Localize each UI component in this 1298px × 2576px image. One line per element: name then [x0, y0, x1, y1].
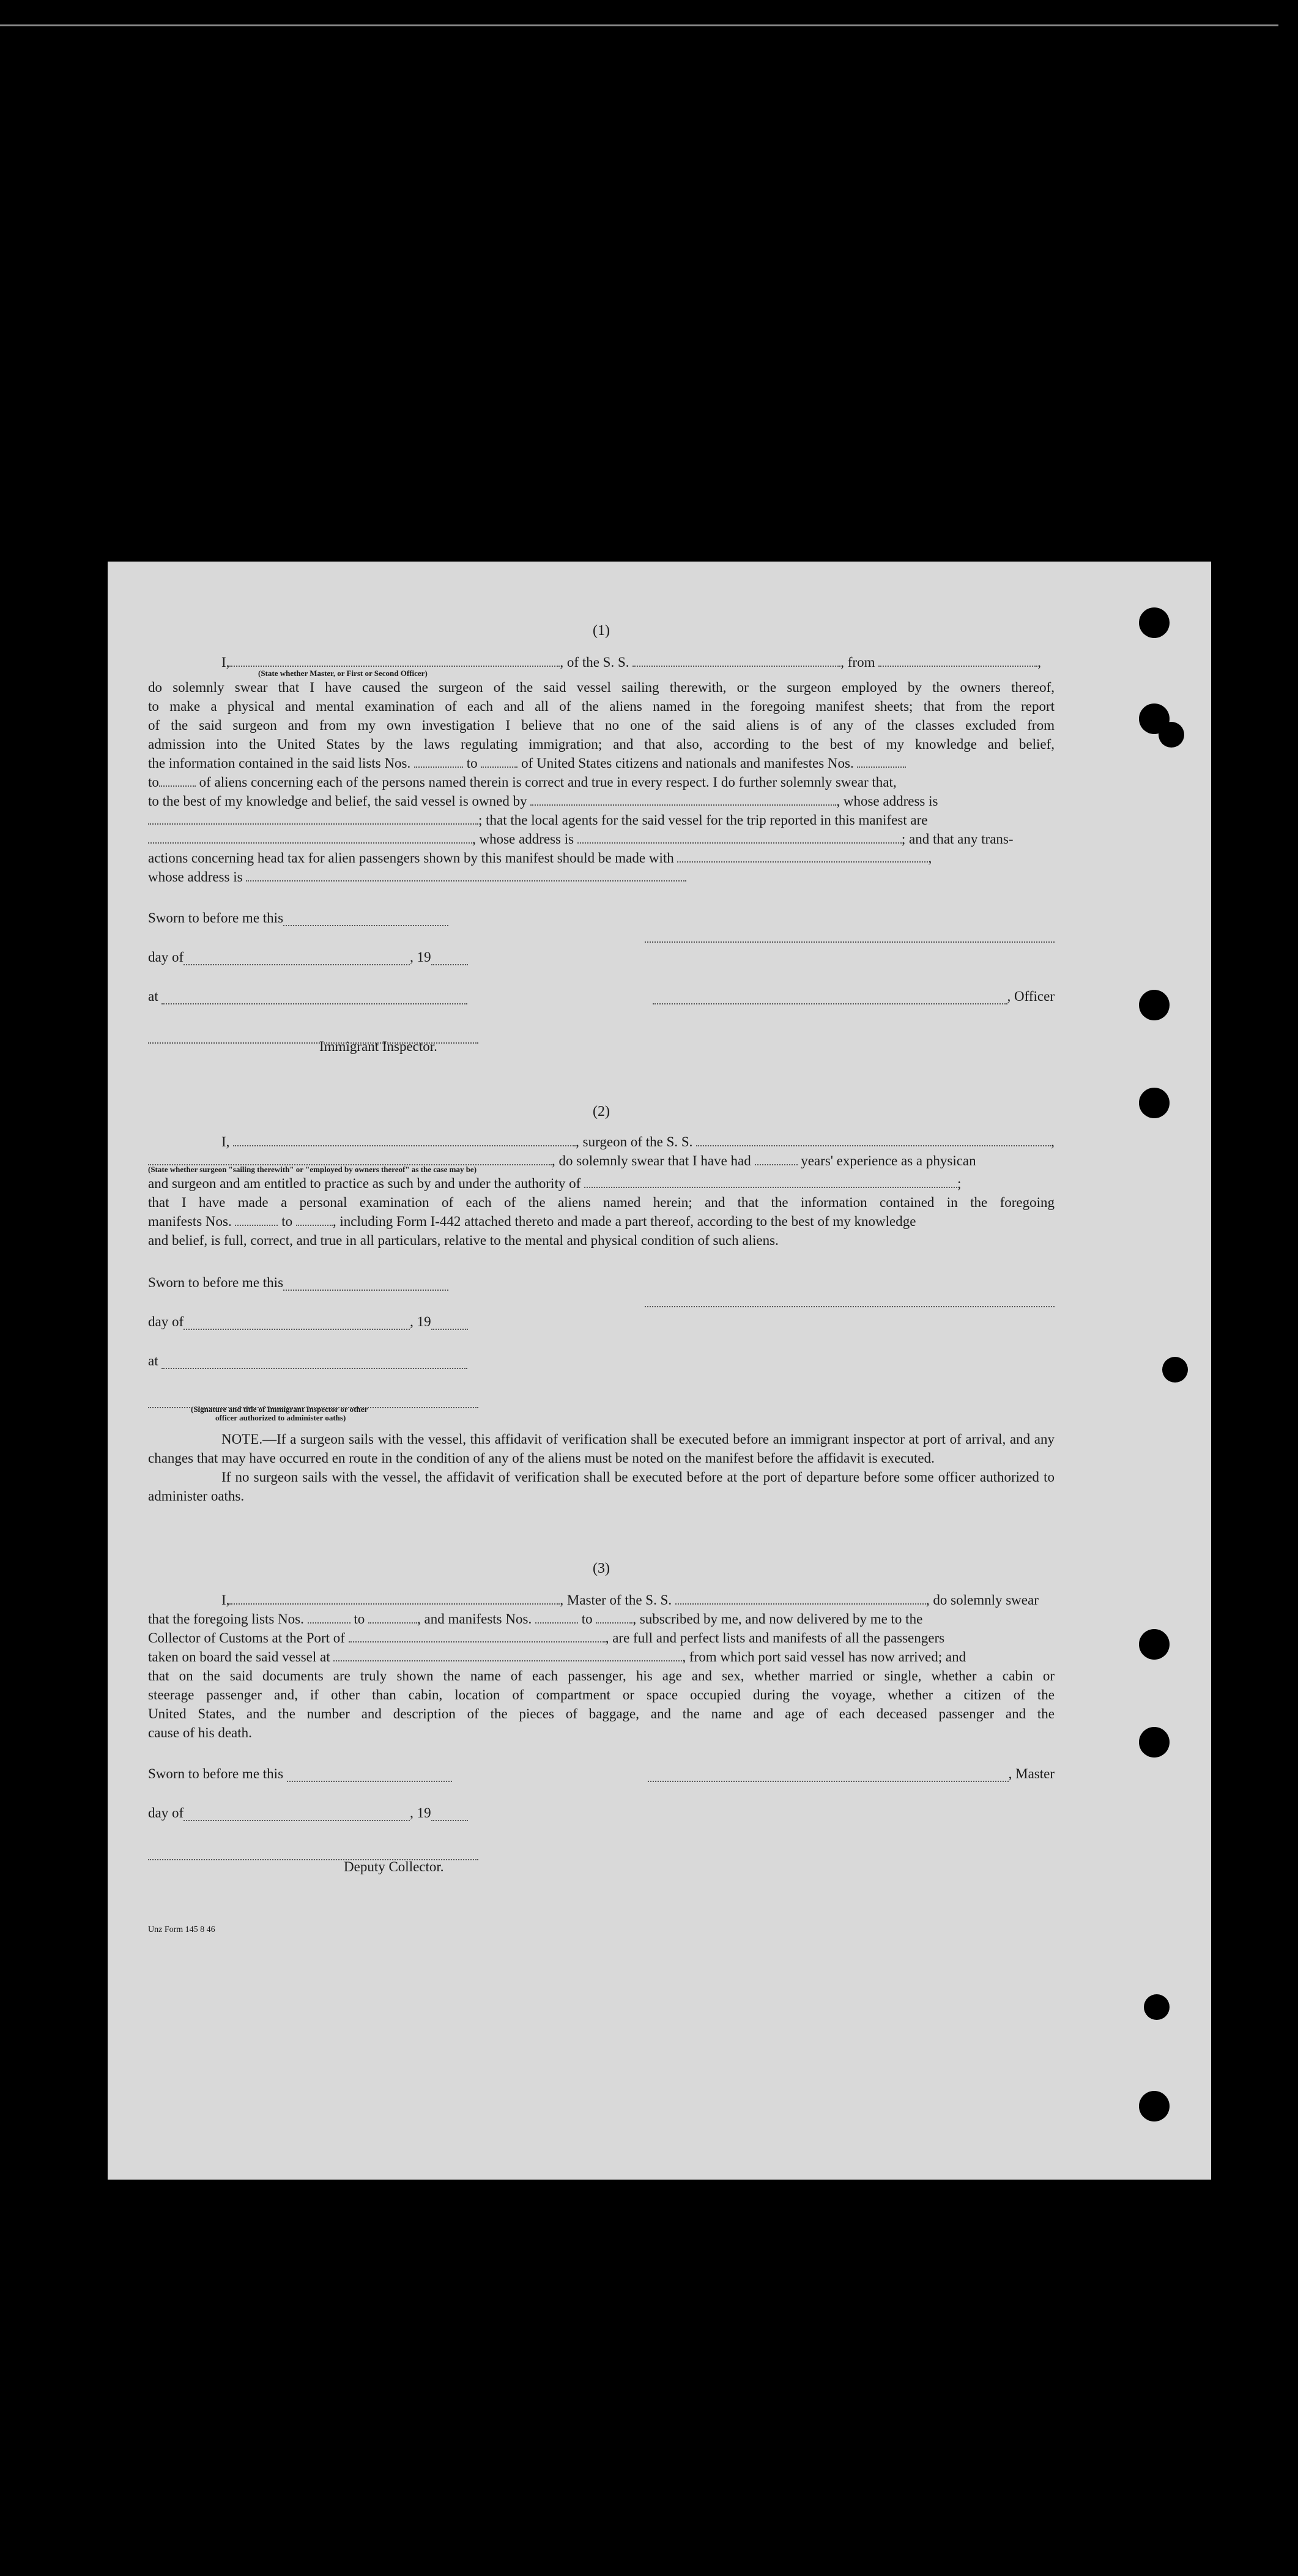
sec3-line-4: taken on board the said vessel at , from which port said vessel has now arrived; and — [148, 1649, 966, 1665]
note-paragraph-1: NOTE.—If a surgeon sails with the vessel, this affidavit of verification shall be executed before an immigrant inspector at port of arrival, and any changes that may have occurred en route in the condition of any of the aliens must be noted on the manifest before the affidavit is executed. — [148, 1431, 1055, 1466]
sec2-day-field[interactable] — [184, 1316, 410, 1330]
sec3-manifests-from-field[interactable] — [535, 1610, 578, 1624]
form-number: Unz Form 145 8 46 — [148, 1925, 215, 1934]
sec3-year-field[interactable] — [431, 1808, 468, 1821]
note-paragraph-2: If no surgeon sails with the vessel, the affidavit of verification shall be executed before at the port of departure before some officer authorized to administer oaths. — [148, 1469, 1055, 1504]
sec3-line-1: I, , Master of the S. S. , do solemnly swear — [221, 1592, 1039, 1608]
manifests-from-field[interactable] — [857, 754, 906, 768]
sec2-line-3: and surgeon and am entitled to practice as such by and under the authority of ; — [148, 1176, 962, 1191]
section-3-number: (3) — [593, 1561, 610, 1576]
collector-port-field[interactable] — [349, 1629, 606, 1642]
sec2-line-2: , do solemnly swear that I have had years' experience as a physican — [148, 1151, 1055, 1170]
binder-hole — [1139, 1088, 1170, 1118]
sec1-line-6: admission into the United States by the laws regulating immigration; and that also, according to the best of my knowledge and belief, — [148, 737, 1055, 752]
sec3-sworn-field[interactable] — [287, 1769, 452, 1782]
sec2-day-row: day of , 19 — [148, 1302, 1055, 1342]
owner-address-field[interactable] — [148, 811, 478, 825]
sec1-line-8: to of aliens concerning each of the persons named therein is correct and true in every respect. I do further solemnly swear that, — [148, 774, 897, 790]
sec3-line-7: United States, and the number and description of the pieces of baggage, and the name and age of each deceased passenger and the — [148, 1706, 1055, 1721]
manifests-to-field[interactable] — [159, 773, 196, 787]
sec2-line-4: that I have made a personal examination of each of the aliens named herein; and that the information contained in the foregoing — [148, 1195, 1055, 1210]
sec3-line-5: that on the said documents are truly shown the name of each passenger, his age and sex, whether married or single, whether a cabin or — [148, 1668, 1055, 1683]
section-2-number: (2) — [593, 1104, 610, 1119]
sec1-line-5: of the said surgeon and from my own investigation I believe that no one of the said aliens is of any of the classes excluded from — [148, 718, 1055, 733]
binder-hole — [1139, 1727, 1170, 1758]
sec2-hint: (State whether surgeon "sailing therewith" or "employed by owners thereof" as the case may be) — [148, 1165, 477, 1174]
boarding-port-field[interactable] — [333, 1648, 682, 1661]
sec3-lists-to-field[interactable] — [368, 1610, 417, 1624]
sec1-line-11: , whose address is ; and that any trans- — [148, 830, 1055, 848]
sec3-vessel-field[interactable] — [675, 1591, 926, 1605]
sec2-manifests-from-field[interactable] — [235, 1212, 278, 1226]
sec1-line-7: the information contained in the said lists Nos. to of United States citizens and nationals and manifestes Nos. — [148, 754, 1055, 773]
lists-from-field[interactable] — [414, 754, 463, 768]
sworn-date-field[interactable] — [283, 913, 448, 926]
head-tax-agent-field[interactable] — [677, 849, 928, 863]
sec3-deputy-sig — [148, 1833, 1055, 1857]
year-field[interactable] — [431, 952, 468, 965]
sec3-lists-from-field[interactable] — [308, 1610, 350, 1624]
authority-field[interactable] — [584, 1175, 957, 1188]
owner-field[interactable] — [530, 792, 836, 806]
sec3-day-row: day of , 19 — [148, 1794, 1055, 1833]
day-of-field[interactable] — [184, 952, 410, 965]
sec1-line-1: I, , of the S. S. , from , — [221, 655, 1041, 670]
agents-field[interactable] — [148, 830, 472, 844]
place-field[interactable] — [161, 991, 467, 1004]
sec2-year-field[interactable] — [431, 1316, 468, 1330]
sec1-line-13: whose address is — [148, 867, 1055, 886]
sec2-place-field[interactable] — [161, 1356, 467, 1369]
officer-signature: , Officer — [653, 977, 1055, 1016]
top-rule — [0, 24, 1278, 26]
officer-signature-line-2[interactable] — [653, 991, 1007, 1004]
vessel-name-field[interactable] — [632, 653, 840, 667]
officer-signature-line-1[interactable] — [645, 929, 1055, 943]
sec2-inspector-signature-line[interactable] — [148, 1395, 478, 1408]
sec2-sig-hint-1: (Signature and title of Immigrant Inspector or other — [191, 1405, 368, 1414]
binder-hole — [1144, 1994, 1170, 2020]
binder-hole — [1139, 2091, 1170, 2121]
deputy-title: Deputy Collector. — [344, 1859, 444, 1874]
surgeon-status-field[interactable] — [148, 1152, 552, 1165]
section-1-number: (1) — [593, 623, 610, 639]
sec3-sworn-row: Sworn to before me this , Master — [148, 1754, 1055, 1794]
sec2-sig-hint-2: officer authorized to administer oaths) — [215, 1413, 346, 1422]
sec2-line-6: and belief, is full, correct, and true in all particulars, relative to the mental and physical condition of such aliens. — [148, 1233, 779, 1248]
lists-to-field[interactable] — [481, 754, 517, 768]
sec3-day-field[interactable] — [184, 1808, 410, 1821]
sec1-day-row: day of , 19 — [148, 938, 1055, 977]
sec1-sworn-row: Sworn to before me this — [148, 899, 1055, 938]
master-signature: , Master — [648, 1754, 1055, 1794]
binder-hole — [1139, 1629, 1170, 1660]
sec2-line-5: manifests Nos. to , including Form I-442 attached thereto and made a part thereof, according to the best of my knowledge — [148, 1214, 916, 1229]
surgeon-vessel-field[interactable] — [696, 1133, 1051, 1146]
sec1-line-4: to make a physical and mental examination of each and all of the aliens named in the foregoing manifest sheets; that from the report — [148, 699, 1055, 714]
master-name-field[interactable] — [229, 1591, 560, 1605]
inspector-title: Immigrant Inspector. — [319, 1039, 437, 1054]
master-signature-line[interactable] — [648, 1769, 1009, 1782]
sec2-inspector-sig — [148, 1381, 1055, 1405]
sec3-line-6: steerage passenger and, if other than cabin, location of compartment or space occupied during the voyage, whether a citizen of the — [148, 1687, 1055, 1702]
binder-hole — [1162, 1357, 1188, 1383]
head-tax-address-field[interactable] — [246, 868, 686, 882]
sec2-at-row: at — [148, 1342, 1055, 1381]
sec1-inspector-sig — [148, 1016, 1055, 1037]
agents-address-field[interactable] — [577, 830, 902, 844]
years-experience-field[interactable] — [755, 1152, 798, 1165]
sec2-line-1: I, , surgeon of the S. S. , — [221, 1134, 1055, 1149]
form-sheet — [108, 562, 1211, 2180]
departure-port-field[interactable] — [878, 653, 1037, 667]
sec1-at-row: at , Officer — [148, 977, 1055, 1016]
sec1-line-9: to the best of my knowledge and belief, the said vessel is owned by , whose address is — [148, 793, 938, 809]
sec3-line-3: Collector of Customs at the Port of , are full and perfect lists and manifests of all the passengers — [148, 1630, 945, 1646]
sec2-manifests-to-field[interactable] — [296, 1212, 333, 1226]
sec1-line-10: ; that the local agents for the said vessel for the trip reported in this manifest are — [148, 811, 1055, 830]
sec2-sworn-row: Sworn to before me this — [148, 1263, 1055, 1302]
sec2-sworn-field[interactable] — [283, 1277, 448, 1291]
sec1-line-12: actions concerning head tax for alien passengers shown by this manifest should be made with , — [148, 850, 932, 866]
sec1-line-3: do solemnly swear that I have caused the surgeon of the said vessel sailing therewith, or the surgeon employed by the owners thereof, — [148, 680, 1055, 695]
officer-name-field[interactable] — [229, 653, 560, 667]
surgeon-signature-line[interactable] — [645, 1294, 1055, 1307]
binder-hole — [1159, 722, 1184, 748]
sec3-line-8: cause of his death. — [148, 1725, 252, 1740]
binder-hole — [1139, 990, 1170, 1020]
sec3-line-2: that the foregoing lists Nos. to , and manifests Nos. to , subscribed by me, and now delivered by me to the — [148, 1611, 923, 1627]
binder-hole — [1139, 607, 1170, 638]
surgeon-name-field[interactable] — [233, 1133, 576, 1146]
sec3-manifests-to-field[interactable] — [596, 1610, 632, 1624]
sec1-hint: (State whether Master, or First or Second Officer) — [258, 669, 428, 678]
